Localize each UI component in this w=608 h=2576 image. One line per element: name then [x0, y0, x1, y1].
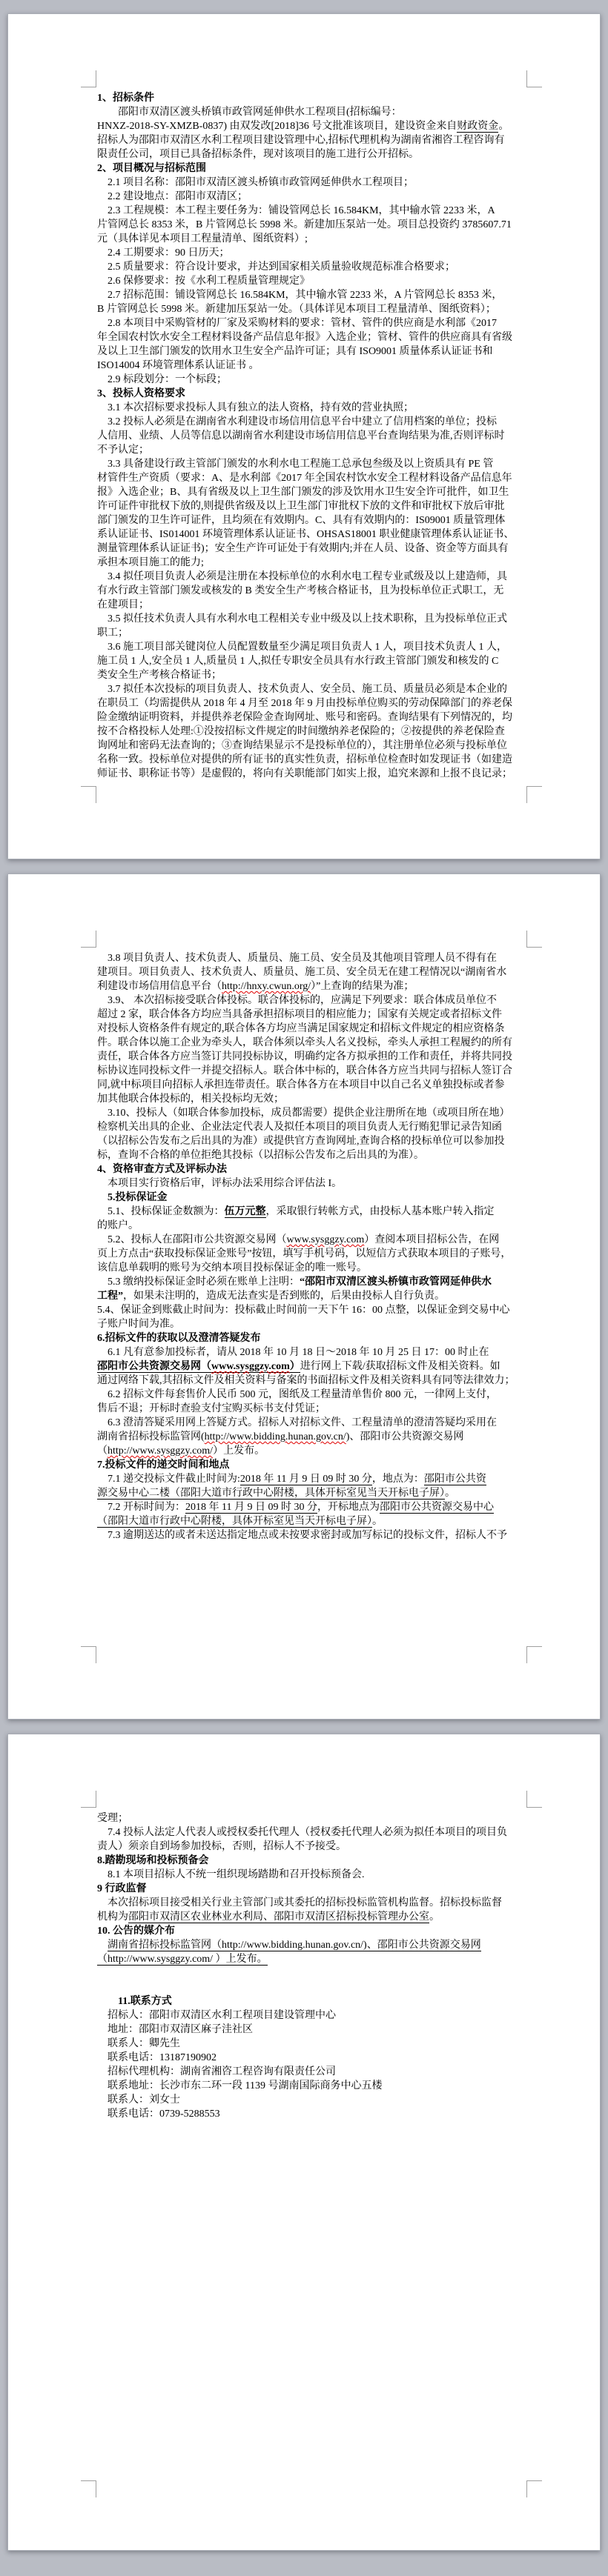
text-line [97, 1275, 526, 1289]
text-run: 人信用、业绩、人员等信息以湖南省水利建设市场信用信息平台查询结果为准,否则评标时 [97, 430, 505, 442]
text-run: HNXZ-2018-SY-XMZB-0837) 由双发改[2018]36 号文批准该项目，建设资金来自 [97, 121, 457, 132]
text-line [97, 499, 526, 513]
document-page-2 [7, 873, 601, 1720]
text-run: 标，查询不合格的单位拒绝其投标（以招标公告发布之后出具的为准）。 [97, 1150, 424, 1161]
text-line [97, 1331, 526, 1345]
text-line [97, 147, 526, 162]
text-run: 3.1 本次招标要求投标人具有独立的法人资格，持有效的营业执照； [108, 402, 414, 413]
text-line [97, 1430, 526, 1444]
text-line [97, 1036, 526, 1050]
text-run: 页上方点击“获取投标保证金账号”按钮，填写手机号码，以短信方式获取本项目的子账号， [97, 1248, 512, 1259]
text-line [97, 682, 526, 696]
text-run: 2.5 质量要求：符合设计要求，并达到国家相关质量验收规范标准合格要求； [108, 262, 455, 273]
text-run: 本次招标项目接受相关行业主管部门或其委托的招标投标监管机构监督。招标投标监督 [108, 1897, 502, 1908]
text-run: 3.3 具备建设行政主管部门颁发的水利水电工程施工总承包叁级及以上资质具有 PE 管 [108, 459, 494, 470]
text-line [97, 542, 526, 556]
text-line [97, 1247, 526, 1261]
text-line [97, 654, 526, 668]
text-line [97, 190, 526, 204]
text-run: 该信息单载明的账号为交纳本项目投标保证金的唯一账号。 [97, 1262, 367, 1274]
margin-mark-top-left [81, 1791, 96, 1808]
text-run: ）查阅本项目招标公告，在网 [364, 1234, 500, 1245]
text-run: 6.2 招标文件每套售价人民币 500 元，图纸及工程量清单售价 800 元，一律网上支付， [108, 1389, 497, 1400]
text-run: “邵阳市双清区渡头桥镇市政管网延伸供水 [300, 1277, 492, 1288]
text-run: 邵阳市双清区渡头桥镇市政管网延伸供水工程项目(招标编号： [118, 107, 402, 118]
text-run: 职工； [97, 628, 128, 639]
text-line [97, 994, 526, 1008]
text-line [97, 387, 526, 401]
text-run: 险金缴纳证明资料，并提供养老保险金查询网址、账号和密码。查询结果有下列情况的，均 [97, 712, 512, 723]
text-run: 在建项目； [97, 599, 149, 610]
text-line [97, 1910, 526, 1924]
text-run: B 片管网总长 5998 米。新建加压泵站一处。（具体详见本项目工程量清单、图纸资料）； [97, 304, 496, 315]
text-run: ）”上查询的结果为准； [311, 981, 414, 992]
text-run: 6.招标文件的获取以及澄清答疑发布 [97, 1333, 261, 1344]
margin-mark-top-right [526, 70, 542, 87]
text-line [97, 485, 526, 499]
document-viewer-canvas [0, 13, 608, 2576]
text-run: 。 [429, 1911, 440, 1923]
text-run: 9 行政监督 [97, 1883, 147, 1894]
margin-mark-top-right [526, 931, 542, 948]
text-line [97, 612, 526, 626]
text-line [97, 2023, 526, 2037]
text-line [97, 570, 526, 584]
text-line [97, 1854, 526, 1868]
text-run: 邵阳市公共资源交易中心 [379, 1502, 494, 1513]
text-run: 1、招标条件 [97, 93, 154, 104]
margin-mark-bottom-right [526, 786, 542, 803]
text-run: 2.8 本项目中采购管材的厂家及采购材料的要求：管材、管件的供应商是水利部《2017 [108, 318, 497, 329]
text-line [97, 696, 526, 710]
text-run: 财政资金 [457, 121, 499, 132]
text-run: 联系人：刘女士 [108, 2094, 180, 2106]
text-line [97, 513, 526, 527]
text-run: 通过网络下载,其招标文件及相关资料与备案的书面招标文件及相关资料具有同等法律效力； [97, 1375, 515, 1386]
text-run: 售后不退；开标时查验支付宝购买标书支付凭证； [97, 1403, 326, 1414]
text-line [97, 246, 526, 260]
text-run: 责人）须亲自到场参加投标，否则，招标人不予接受。 [97, 1841, 346, 1852]
text-run: 对投标人资格条件有规定的,联合体各方均应当满足国家规定和招标文件规定的相应资格条 [97, 1023, 505, 1034]
text-line [97, 1092, 526, 1106]
text-run: 11.联系方式 [118, 1996, 172, 2007]
text-line [97, 1205, 526, 1219]
text-run: 。 [372, 1516, 383, 1527]
text-line [97, 1472, 526, 1486]
text-line [97, 1924, 526, 1938]
text-run: www.sysggzy.com [286, 1234, 365, 1245]
text-line [97, 2093, 526, 2107]
text-run: 测量管理体系认证证书)；安全生产许可证处于有效期内;并在人员、设备、资金等方面具有 [97, 543, 509, 554]
text-run: 施工员 1 人,安全员 1 人,质量员 1 人,拟任专职安全员具有水行政主管部门颁发和核发的 C [97, 656, 499, 667]
text-run: 受理； [97, 1813, 128, 1824]
text-line [97, 91, 526, 105]
text-run: http://hnxy.cwun.org/ [222, 981, 311, 992]
text-run: 有水行政主管部门颁发或核发的 B 类安全生产考核合格证书，且为投标单位正式职工，无 [97, 585, 504, 596]
text-run: 片管网总长 8353 米，B 片管网总长 5998 米。新建加压泵站一处。项目总投资约 3785607.71 [97, 219, 512, 230]
text-run: 子账户时间为准。 [97, 1319, 180, 1330]
text-line [97, 471, 526, 485]
text-run: 3.6 施工项目部关键岗位人员配置数量至少满足项目负责人 1 人，项目技术负责人 1 人， [108, 642, 507, 653]
text-line [97, 1219, 526, 1233]
document-page-1 [7, 13, 601, 859]
text-line [97, 345, 526, 359]
text-run: 地址：邵阳市双清区麻子洼社区 [108, 2024, 253, 2035]
text-line [97, 302, 526, 316]
text-run: ，地点为： [371, 1474, 424, 1485]
text-line [97, 965, 526, 979]
text-run: 建项目。项目负责人、技术负责人、质量员、施工员、安全员无在建工程情况以“湖南省水 [97, 967, 507, 978]
text-run: 4、资格审查方式及评标办法 [97, 1164, 227, 1175]
text-line [97, 1416, 526, 1430]
text-run: 6.1 凡有意参加投标者，请从 2018 年 10 月 18 日～2018 年 10 月 25 日 17：00 时止在 [108, 1347, 489, 1358]
text-run: 材管件生产资质（要求：A、是水利部《2017 年全国农村饮水安全工程材料设备产品信息年 [97, 473, 512, 484]
text-line [97, 105, 526, 119]
text-line [97, 753, 526, 767]
text-run: 进行网上下载/获取招标文件及相关资料。如 [300, 1361, 500, 1372]
text-run: 招标代理机构：湖南省湘咨工程咨询有限责任公司 [108, 2066, 336, 2077]
text-line [97, 1345, 526, 1359]
text-run: http://www.sysggzy.com/ [108, 1445, 214, 1457]
text-line [97, 1402, 526, 1416]
text-run: 邵阳市公共资 [423, 1474, 486, 1485]
text-run: 按不合格投标人处理:①没按招标文件规定的时间缴纳养老保险的；②按提供的养老保险查 [97, 726, 505, 737]
text-run: 10. 公告的媒介布 [97, 1926, 175, 1937]
text-run: 承担本项目施工的能力; [97, 557, 204, 568]
text-run: 招标人为邵阳市双清区水利工程项目建设管理中心,招标代理机构为湖南省湘咨工程咨询有 [97, 135, 505, 146]
text-run: （邵阳大道市行政中心附楼，具体开标室见当天开标电子屏） [97, 1516, 372, 1527]
text-line [97, 626, 526, 640]
text-line [97, 443, 526, 457]
text-line [97, 1064, 526, 1078]
text-run: 3.4 拟任项目负责人必须是注册在本投标单位的水利水电工程专业贰级及以上建造师，具 [108, 571, 507, 582]
text-run: ） [289, 1361, 300, 1372]
text-run: 3.7 拟任本次投标的项目负责人、技术负责人、安全员、施工员、质量员必须是本企业的 [108, 684, 507, 695]
text-run: 邵阳市公共资源交易网（ [97, 1361, 211, 1372]
document-page-3 [7, 1734, 601, 2551]
text-line [97, 1500, 526, 1514]
text-line [97, 1022, 526, 1036]
text-run: 5.投标保证金 [108, 1192, 168, 1203]
text-line [97, 1840, 526, 1854]
blank-line [97, 1980, 526, 1994]
text-line [97, 1106, 526, 1120]
text-run: 利建设市场信用信息平台（ [97, 981, 222, 992]
text-line [97, 2037, 526, 2051]
text-run: 7.投标文件的递交时间和地点 [97, 1460, 230, 1471]
text-line [97, 1374, 526, 1388]
text-line [97, 1811, 526, 1826]
text-run: 名称一致。投标单位对提供的所有证书的真实性负责，招标单位检查时如发现证书（如建造 [97, 754, 512, 765]
text-run: 工程” [97, 1291, 123, 1302]
text-line [97, 232, 526, 246]
text-run: 2.2 建设地点：邵阳市双清区； [108, 191, 248, 202]
text-run: 责任，联合体各方应当签订共同投标协议，明确约定各方拟承担的工作和责任，并将共同投 [97, 1051, 512, 1062]
text-line [97, 951, 526, 965]
text-line [97, 1261, 526, 1275]
text-run: 不予认定； [97, 445, 149, 456]
text-line [97, 1528, 526, 1542]
text-line [97, 133, 526, 147]
text-line [97, 1162, 526, 1176]
text-run: 7.2 开标时间为： [108, 1502, 185, 1513]
text-run: 年全国农村饮水安全工程材料设备产品信息年报》入选企业；管材、管件的供应商具有省级 [97, 332, 512, 343]
text-run: 邵阳市双清区农业林业水利局、邵阳市双清区招标投标管理办公室 [128, 1911, 429, 1923]
text-run: 联系电话：0739-5288553 [108, 2109, 220, 2120]
text-line [97, 1008, 526, 1022]
text-run: 的账户。 [97, 1220, 139, 1231]
text-line [97, 401, 526, 415]
text-run: 。 [445, 1488, 455, 1499]
text-run: 及以上卫生部门颁发的饮用水卫生安全产品许可证；具有 ISO9001 质量体系认证证书和 [97, 346, 493, 357]
text-line [97, 1050, 526, 1064]
text-run: 2.6 保修要求：按《水利工程质量管理规定》 [108, 276, 310, 287]
text-run: 2018 年 11 月 9 日 09 时 30 分 [239, 1474, 372, 1485]
text-run: ISO14004 环境管理体系认证证书 。 [97, 360, 260, 371]
text-run: 2.7 招标范围：铺设管网总长 16.584KM，其中输水管 2233 米，A 片管网总长 8353 米， [108, 290, 503, 301]
margin-mark-top-right [526, 1791, 542, 1808]
text-run: 源交易中心二楼（邵阳大道市行政中心附楼，具体开标室见当天开标电子屏） [97, 1488, 445, 1499]
text-run: 5.4、保证金到账截止时间为：投标截止时间前一天下午 16：00 点整，以保证金到交易中心 [97, 1305, 510, 1316]
text-run: )、邵阳市公共资源交易网 [346, 1431, 464, 1442]
text-run: 湖南省招标投标监管网（http://www.bidding.hunan.gov.cn/)、邵阳市公共资源交易网 [108, 1940, 481, 1951]
text-line [97, 1938, 526, 1952]
text-line [97, 274, 526, 288]
text-run: 3、投标人资格要求 [97, 388, 185, 399]
text-line [97, 373, 526, 387]
text-run: 在职员工（均需提供从 2018 年 4 月至 2018 年 9 月由投标单位购买的劳动保障部门的养老保 [97, 698, 512, 709]
text-line [97, 2065, 526, 2079]
text-run: ，开标地点为 [317, 1502, 380, 1513]
text-run: 伍万元整 [224, 1206, 266, 1217]
text-line [97, 2079, 526, 2093]
text-run: 2、项目概况与招标范围 [97, 163, 206, 174]
text-run: 6.3 澄清答疑采用网上答疑方式。招标人对招标文件、工程量清单的澄清答疑均采用在 [108, 1417, 497, 1428]
margin-mark-top-left [81, 70, 96, 87]
text-line [97, 1176, 526, 1191]
text-line [97, 288, 526, 302]
text-run: 3.9、 本次招标接受联合体投标。联合体投标的，应满足下列要求：联合体成员单位不 [108, 995, 497, 1006]
text-run: 2.9 标段划分：一个标段； [108, 374, 227, 385]
margin-mark-bottom-right [526, 1646, 542, 1663]
margin-mark-top-left [81, 931, 96, 948]
text-run: 8.1 本项目招标人不统一组织现场踏勘和召开投标预备会. [108, 1869, 365, 1880]
text-line [97, 204, 526, 218]
text-run: 2018 年 11 月 9 日 09 时 30 分 [185, 1502, 317, 1513]
text-run: 标协议连同投标文件一并提交招标人。联合体中标的，联合体各方应当共同与招标人签订合 [97, 1065, 512, 1076]
text-run: 机构为 [97, 1911, 128, 1923]
text-line [97, 316, 526, 330]
page-2-text-content [97, 951, 526, 1542]
text-line [97, 1896, 526, 1910]
text-run: 系认证证书、IS014001 环境管理体系认证证书、OHSAS18001 职业健康管理体系认证证书、 [97, 529, 515, 540]
text-line [97, 1148, 526, 1162]
text-line [97, 1994, 526, 2008]
text-run: 询网址和密码无法查询的；③查询结果显示不是投标单位的），其注册单位必须与投标单位 [97, 740, 507, 751]
text-run: 师证书、职称证书等）是虚假的，将向有关职能部门如实上报，追究来源和上报不良记录； [97, 768, 512, 779]
text-run: www.sysggzy.com [211, 1361, 290, 1372]
text-run: （ [97, 1445, 108, 1457]
text-run: http://www.bidding.hunan.gov.cn/ [204, 1431, 346, 1442]
text-line [97, 415, 526, 429]
text-run: 3.10、投标人（如联合体参加投标，成员都需要）提供企业注册所在地（或项目所在地） [108, 1108, 510, 1119]
page-1-text-content [97, 91, 526, 781]
text-line [97, 1868, 526, 1882]
text-line [97, 1134, 526, 1148]
text-line [97, 1303, 526, 1317]
text-run: 7.3 逾期送达的或者未送达指定地点或未按要求密封或加写标记的投标文件，招标人不予 [108, 1530, 507, 1541]
text-line [97, 2107, 526, 2121]
text-run: 2.3 工程规模：本工程主要任务为：铺设管网总长 16.584KM，其中输水管 2233 米，A [108, 205, 495, 216]
text-line [97, 1317, 526, 1331]
text-line [97, 359, 526, 373]
text-run: 5.3 缴纳投标保证金时必须在账单上注明： [108, 1277, 300, 1288]
margin-mark-bottom-left [81, 1646, 96, 1663]
text-line [97, 1882, 526, 1896]
text-line [97, 725, 526, 739]
text-run: 2.1 项目名称：邵阳市双清区渡头桥镇市政管网延伸供水工程项目； [108, 177, 414, 188]
text-line [97, 767, 526, 781]
text-run: 部门颁发的卫生许可证件，且均须在有效期内。C、具有有效期内的：IS09001 质量管理体 [97, 515, 506, 526]
text-run: 7.4 投标人法定人代表人或授权委托代理人（授权委托代理人必须为拟任本项目的项目负 [108, 1827, 507, 1838]
margin-mark-bottom-left [81, 2480, 96, 2497]
text-run: 检察机关出具的企业、企业法定代表人及拟任本项目的项目负责人无行贿犯罪记录告知函 [97, 1122, 502, 1133]
text-line [97, 1078, 526, 1092]
text-run: 超过 2 家，联合体各方均应当具备承担招标项目的相应能力；国家有关规定或者招标文件 [97, 1009, 502, 1020]
text-run: 同,就中标项目向招标人承担连带责任。联合体各方在本项目中以自己名义单独投标或者参 [97, 1079, 505, 1091]
text-run: 许可证件审批权下放的,则提供省级及以上卫生部门审批权下放的文件和审批权下放后审批 [97, 501, 505, 512]
text-line [97, 527, 526, 542]
text-run: 3.5 拟任技术负责人具有水利水电工程相关专业中级及以上技术职称，且为投标单位正式 [108, 613, 507, 625]
text-run: 联系地址：长沙市东二环一段 1139 号湖南国际商务中心五楼 [108, 2080, 383, 2091]
text-run: 件。联合体以施工企业为牵头人，联合体须以牵头人名义投标，牵头人承担工程履约的所有 [97, 1037, 512, 1048]
text-run: 5.1、投标保证金数额为： [108, 1206, 225, 1217]
text-run: 3.8 项目负责人、技术负责人、质量员、施工员、安全员及其他项目管理人员不得有在 [108, 953, 497, 964]
text-run: 联系人：卿先生 [108, 2038, 180, 2049]
text-line [97, 119, 526, 133]
text-line [97, 979, 526, 994]
text-run: 加其他联合体投标的，相关投标均无效； [97, 1094, 284, 1105]
margin-mark-bottom-right [526, 2480, 542, 2497]
text-line [97, 1120, 526, 1134]
text-run: 。 [498, 121, 509, 132]
text-line [97, 1952, 526, 1966]
text-run: 限责任公司，项目已具备招标条件，现对该项目的施工进行公开招标。 [97, 149, 419, 160]
text-run: 5.2、投标人在邵阳市公共资源交易网（ [108, 1234, 287, 1245]
text-line [97, 2051, 526, 2065]
text-run: （http://www.sysggzy.com/ ）上发布。 [97, 1954, 268, 1965]
text-line [97, 429, 526, 443]
text-line [97, 584, 526, 598]
text-line [97, 1826, 526, 1840]
text-line [97, 556, 526, 570]
text-run: 8.踏勘现场和投标预备会 [97, 1855, 209, 1866]
text-line [97, 1458, 526, 1472]
text-line [97, 260, 526, 274]
text-line [97, 218, 526, 232]
text-line [97, 1233, 526, 1247]
page-3-text-content [97, 1811, 526, 2121]
text-run: 本项目实行资格后审，评标办法采用综合评估法 I。 [108, 1178, 343, 1189]
text-line [97, 598, 526, 612]
text-line [97, 2008, 526, 2023]
text-line [97, 1388, 526, 1402]
text-run: （以招标公告发布之后出具的为准）或提供官方查询网址,查询合格的投标单位可以参加投 [97, 1136, 505, 1147]
blank-line [97, 1966, 526, 1980]
text-line [97, 176, 526, 190]
text-run: 元（具体详见本项目工程量清单、图纸资料）; [97, 233, 308, 244]
text-line [97, 1514, 526, 1528]
text-line [97, 710, 526, 725]
text-line [97, 1444, 526, 1458]
text-line [97, 1486, 526, 1500]
text-run: 湖南省招标投标监管网( [97, 1431, 205, 1442]
text-line [97, 668, 526, 682]
text-line [97, 330, 526, 345]
text-run: 类安全生产考核合格证书； [97, 670, 222, 681]
text-run: ，采取银行转帐方式，由投标人基本账户转入指定 [265, 1206, 495, 1217]
text-line [97, 739, 526, 753]
text-run: ）上发布。 [213, 1445, 265, 1457]
text-run: 3.2 投标人必须是在湖南省水利建设市场信用信息平台中建立了信用档案的单位；投标 [108, 416, 497, 427]
text-run: 2.4 工期要求：90 日历天； [108, 247, 230, 259]
text-line [97, 162, 526, 176]
text-line [97, 1191, 526, 1205]
text-run: 报》入选企业；B、具有省级及以上卫生部门颁发的涉及饮用水卫生安全许可批件，如卫生 [97, 487, 509, 498]
text-run: 联系电话：13187190902 [108, 2052, 217, 2063]
text-line [97, 640, 526, 654]
text-line [97, 1289, 526, 1303]
text-line [97, 457, 526, 471]
text-run: 招标人：邵阳市双清区水利工程项目建设管理中心 [108, 2010, 336, 2021]
margin-mark-bottom-left [81, 786, 96, 803]
text-line [97, 1359, 526, 1374]
text-run: ，如果未注明的，造成无法查实是否到账的，后果由投标人自行负责。 [123, 1291, 445, 1302]
text-run: 7.1 递交投标文件截止时间为: [108, 1474, 240, 1485]
